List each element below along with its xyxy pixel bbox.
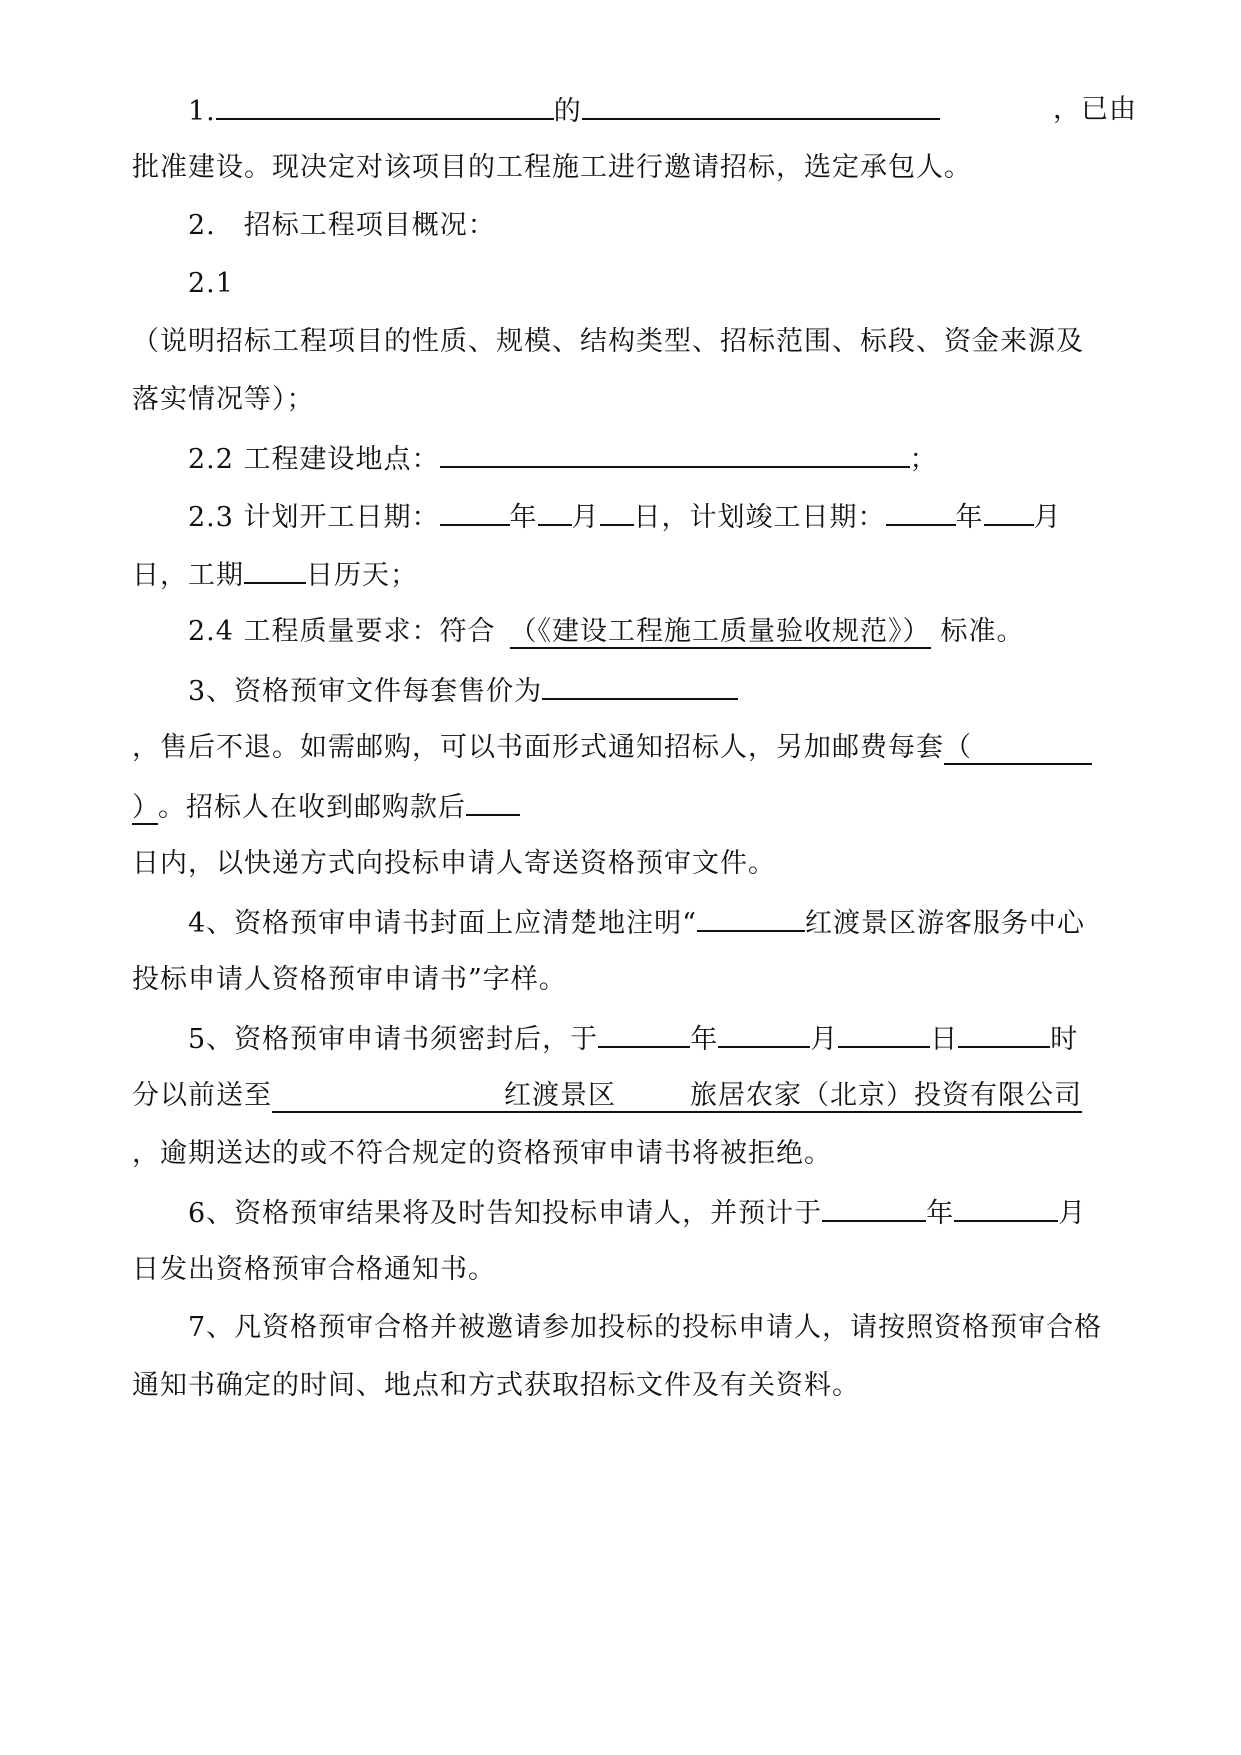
text: 年 bbox=[926, 1198, 955, 1229]
blank-duration bbox=[244, 552, 306, 584]
blank-year bbox=[598, 1016, 690, 1048]
quality-standard: （《建设工程施工质量验收规范》） bbox=[509, 616, 931, 647]
item-2-1: 2.1 bbox=[188, 268, 234, 299]
blank-month bbox=[984, 494, 1034, 526]
item-2-3-cont bbox=[132, 552, 1137, 596]
text: 时 bbox=[1050, 1024, 1079, 1055]
text: 。招标人在收到邮购款后 bbox=[158, 792, 466, 823]
item-3-line-4: 日内，以快递方式向投标申请人寄送资格预审文件。 bbox=[132, 848, 776, 879]
item-6-line-2: 日发出资格预审合格通知书。 bbox=[132, 1254, 496, 1285]
text: 月 bbox=[1058, 1198, 1087, 1229]
blank-hour bbox=[958, 1016, 1050, 1048]
text: 分以前送至 bbox=[132, 1080, 272, 1111]
item-7-line-1: 7、凡资格预审合格并被邀请参加投标的投标申请人，请按照资格预审合格 bbox=[188, 1312, 1103, 1343]
blank-month bbox=[954, 1190, 1058, 1222]
text: 2.4 工程质量要求：符合 bbox=[188, 616, 496, 647]
text: 标准。 bbox=[940, 616, 1025, 647]
item-2-2 bbox=[188, 436, 1137, 480]
text: 月 bbox=[810, 1024, 839, 1055]
section-2-heading: 2. 招标工程项目概况： bbox=[188, 210, 496, 241]
item-number: 1. bbox=[188, 96, 216, 127]
item-6-line-1 bbox=[188, 1190, 1137, 1234]
item-4-line-1 bbox=[188, 900, 1137, 944]
item-5-line-1 bbox=[188, 1016, 1137, 1060]
text: 4、资格预审申请书封面上应清楚地注明“ bbox=[188, 908, 697, 939]
submission-address bbox=[272, 1080, 1082, 1113]
para-1-line-1 bbox=[188, 88, 1137, 132]
text: 3、资格预审文件每套售价为 bbox=[188, 676, 543, 707]
place-scenic-area: 红渡景区 bbox=[504, 1080, 616, 1111]
text: 月 bbox=[1033, 502, 1062, 533]
blank-project-owner bbox=[216, 88, 554, 120]
text: 日 bbox=[930, 1024, 959, 1055]
blank-month bbox=[538, 494, 572, 526]
place-company: 旅居农家（北京）投资有限公司 bbox=[690, 1080, 1082, 1111]
blank-days bbox=[466, 784, 520, 816]
blank-cover-name bbox=[697, 900, 805, 932]
text: 年 bbox=[509, 502, 538, 533]
item-2-1-desc-1: （说明招标工程项目的性质、规模、结构类型、招标范围、标段、资金来源及 bbox=[132, 326, 1084, 357]
item-5-line-2 bbox=[132, 1074, 1137, 1118]
text: ，售后不退。如需邮购，可以书面形式通知招标人，另加邮费每套 bbox=[132, 732, 944, 763]
text: 日，工期 bbox=[132, 560, 244, 591]
text: 2.3 计划开工日期： bbox=[188, 502, 440, 533]
text: 6、资格预审结果将及时告知投标申请人，并预计于 bbox=[188, 1198, 823, 1229]
item-4-line-2: 投标申请人资格预审申请书”字样。 bbox=[132, 964, 567, 995]
text: ，已由 bbox=[1053, 94, 1137, 125]
blank-price bbox=[542, 668, 738, 700]
blank-day bbox=[838, 1016, 930, 1048]
blank-day bbox=[600, 494, 634, 526]
text: ； bbox=[909, 444, 938, 475]
text: 年 bbox=[690, 1024, 719, 1055]
text: 5、资格预审申请书须密封后，于 bbox=[188, 1024, 599, 1055]
item-3-line-2 bbox=[132, 726, 1137, 770]
item-2-3 bbox=[188, 494, 1137, 538]
blank-year bbox=[822, 1190, 926, 1222]
item-3-line-3 bbox=[132, 784, 1137, 828]
text: 日历天； bbox=[306, 560, 418, 591]
item-3-line-1 bbox=[188, 668, 1137, 712]
item-2-4 bbox=[188, 610, 1137, 654]
item-2-1-desc-2: 落实情况等）； bbox=[132, 384, 315, 415]
blank-location bbox=[440, 436, 910, 468]
para-1-line-2: 批准建设。现决定对该项目的工程施工进行邀请招标，选定承包人。 bbox=[132, 152, 972, 183]
text: 的 bbox=[553, 96, 582, 127]
text: 2.2 工程建设地点： bbox=[188, 444, 440, 475]
item-5-line-3: ，逾期送达的或不符合规定的资格预审申请书将被拒绝。 bbox=[132, 1138, 832, 1169]
blank-year bbox=[440, 494, 510, 526]
item-7-line-2: 通知书确定的时间、地点和方式获取招标文件及有关资料。 bbox=[132, 1370, 860, 1401]
text: 日，计划竣工日期： bbox=[633, 502, 886, 533]
blank-project-name bbox=[582, 88, 940, 120]
text: 红渡景区游客服务中心 bbox=[804, 908, 1085, 939]
blank-postage-end: ） bbox=[132, 792, 160, 823]
blank-month bbox=[718, 1016, 810, 1048]
text: 年 bbox=[955, 502, 984, 533]
blank-postage: （ bbox=[944, 733, 1092, 765]
text: 月 bbox=[571, 502, 600, 533]
blank-year bbox=[886, 494, 956, 526]
